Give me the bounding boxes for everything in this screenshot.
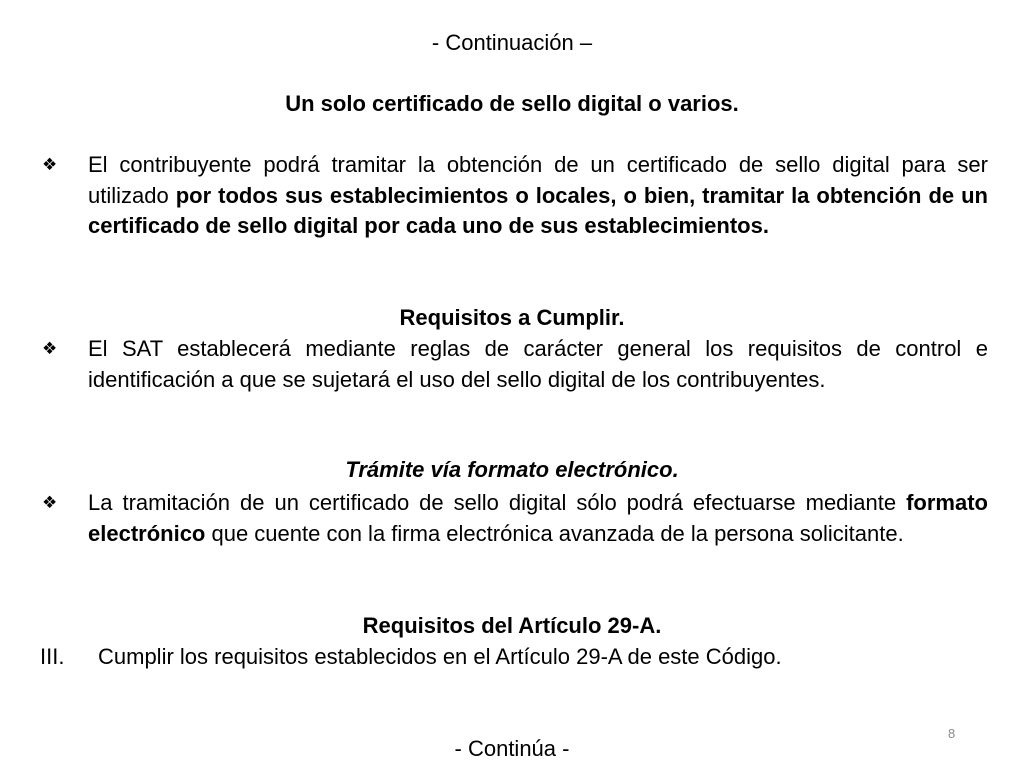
roman-item-text: Cumplir los requisitos establecidos en el Artículo 29-A de este Código. bbox=[98, 644, 782, 669]
heading-electronic-format: Trámite vía formato electrónico. bbox=[345, 457, 679, 482]
roman-number: III. bbox=[40, 644, 65, 669]
diamond-bullet-icon: ❖ bbox=[42, 493, 58, 512]
bullet-text-regular: que cuente con la firma electrónica avanzada de la persona solicitante. bbox=[205, 520, 904, 546]
continua-bottom-note: - Continúa - bbox=[454, 736, 570, 761]
heading-single-or-multiple-certificates: Un solo certificado de sello digital o varios. bbox=[285, 91, 739, 116]
heading-article-29a: Requisitos del Artículo 29-A. bbox=[362, 613, 662, 638]
heading-requirements: Requisitos a Cumplir. bbox=[399, 305, 625, 330]
bullet-text-regular: El SAT establecerá mediante reglas de carácter general los requisitos de control e identificación a que se sujetará el uso del sello digital de los contribuyentes. bbox=[88, 336, 988, 392]
page-number: 8 bbox=[948, 726, 956, 741]
bullet-text-bold: por todos sus establecimientos o locales, o bien, tramitar la obtención de un certificado de sello digital por cada uno de sus establecimientos. bbox=[88, 182, 988, 238]
bullet-text-bold: formato electrónico bbox=[88, 490, 988, 546]
bullet-text bbox=[88, 488, 988, 549]
bullet-text-regular: El contribuyente podrá tramitar la obtención de un certificado de sello digital para ser utilizado bbox=[88, 152, 988, 208]
bullet-text bbox=[88, 334, 988, 395]
diamond-bullet-icon: ❖ bbox=[42, 339, 58, 358]
bullet-text bbox=[88, 150, 988, 242]
bullet-text-regular: La tramitación de un certificado de sello digital sólo podrá efectuarse mediante bbox=[88, 490, 907, 515]
continuation-top-note: - Continuación – bbox=[431, 30, 593, 55]
diamond-bullet-icon: ❖ bbox=[42, 155, 58, 174]
